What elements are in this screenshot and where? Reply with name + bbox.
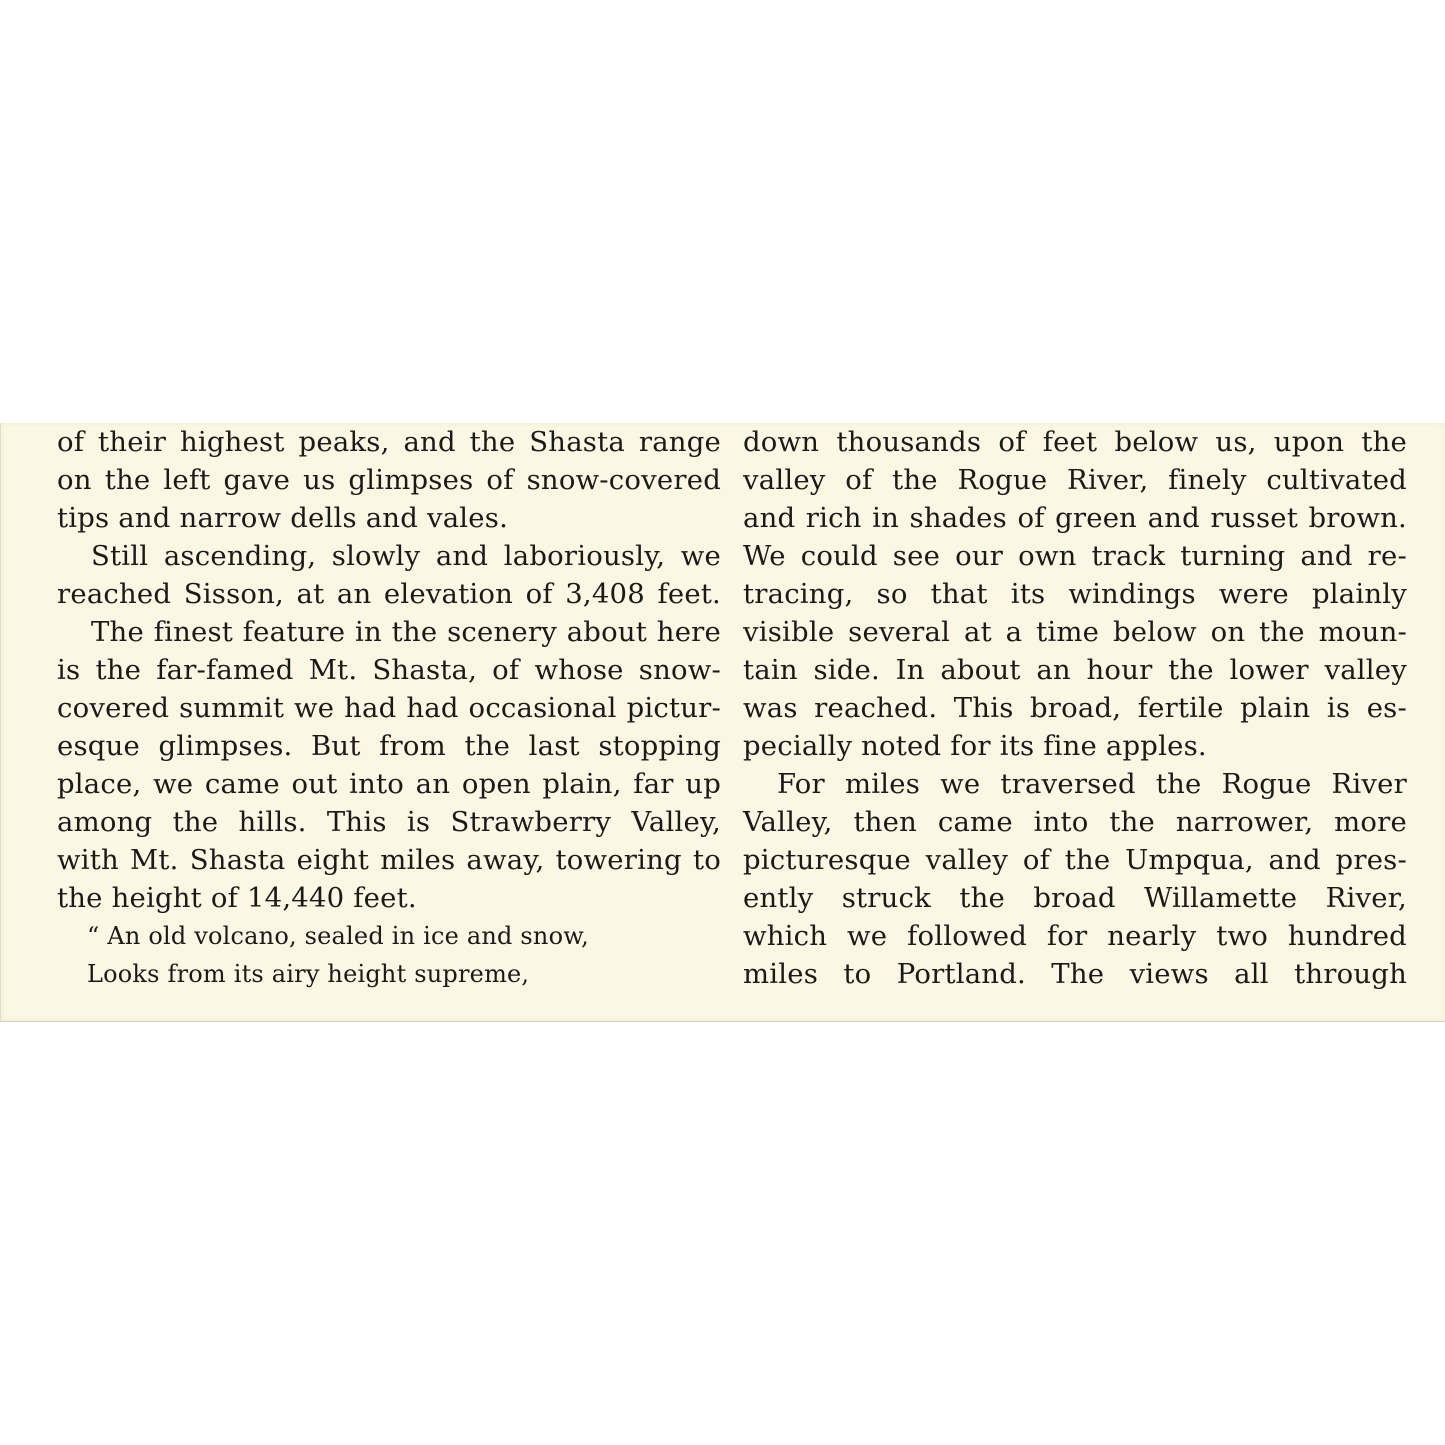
right-column bbox=[743, 423, 1407, 993]
text-line: visible several at a time below on the moun- bbox=[743, 616, 1407, 648]
text-line: which we followed for nearly two hundred bbox=[743, 920, 1407, 952]
text-line: was reached. This broad, fertile plain is es- bbox=[743, 692, 1407, 724]
text-line: tips and narrow dells and vales. bbox=[57, 502, 509, 534]
text-line: the height of 14,440 feet. bbox=[57, 882, 417, 914]
text-line: tracing, so that its windings were plainly bbox=[743, 578, 1407, 610]
text-line: pecially noted for its fine apples. bbox=[743, 730, 1207, 762]
text-line: picturesque valley of the Umpqua, and pres- bbox=[743, 844, 1407, 876]
text-line: miles to Portland. The views all through bbox=[743, 958, 1407, 990]
paragraph-start-line: Still ascending, slowly and laboriously, we bbox=[91, 540, 721, 572]
text-line: tain side. In about an hour the lower valley bbox=[743, 654, 1407, 686]
text-line: reached Sisson, at an elevation of 3,408 feet. bbox=[57, 578, 721, 610]
text-line: place, we came out into an open plain, far up bbox=[57, 768, 721, 800]
text-line: down thousands of feet below us, upon the bbox=[743, 426, 1407, 458]
left-column bbox=[57, 423, 721, 993]
text-line: covered summit we had had occasional pictur- bbox=[57, 692, 721, 724]
text-line: We could see our own track turning and re- bbox=[743, 540, 1407, 572]
newspaper-clipping bbox=[0, 423, 1445, 1022]
poem-line: “ An old volcano, sealed in ice and snow, bbox=[87, 922, 589, 950]
text-line: valley of the Rogue River, finely cultivated bbox=[743, 464, 1407, 496]
text-line: esque glimpses. But from the last stopping bbox=[57, 730, 721, 762]
text-line: ently struck the broad Willamette River, bbox=[743, 882, 1407, 914]
paragraph-start-line: The finest feature in the scenery about here bbox=[91, 616, 721, 648]
text-line: on the left gave us glimpses of snow-covered bbox=[57, 464, 721, 496]
paragraph-start-line: For miles we traversed the Rogue River bbox=[777, 768, 1407, 800]
text-line: among the hills. This is Strawberry Valley, bbox=[57, 806, 721, 838]
poem-line: Looks from its airy height supreme, bbox=[87, 960, 530, 988]
text-line: with Mt. Shasta eight miles away, towering to bbox=[57, 844, 721, 876]
text-line: and rich in shades of green and russet brown. bbox=[743, 502, 1407, 534]
text-line: is the far-famed Mt. Shasta, of whose snow- bbox=[57, 654, 721, 686]
text-line: Valley, then came into the narrower, more bbox=[743, 806, 1407, 838]
text-line: of their highest peaks, and the Shasta range bbox=[57, 426, 721, 458]
